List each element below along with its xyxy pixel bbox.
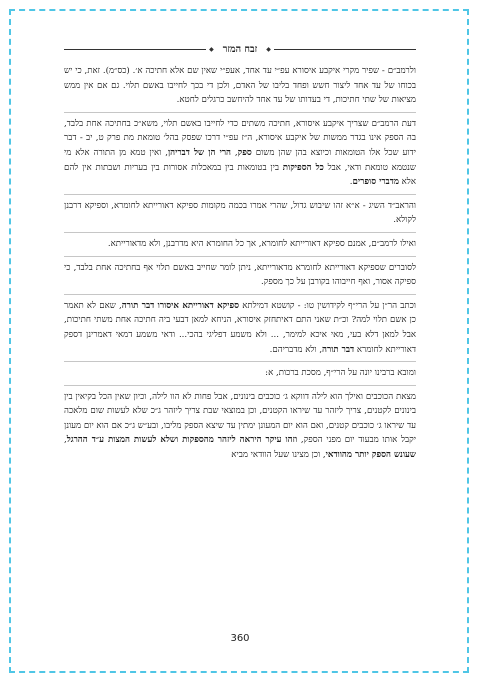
page-body xyxy=(64,64,416,629)
paragraph-8: מצאת הכוכבים ואילך הוא לילה דווקא ג׳ כוכבים בינונים, אבל פחות לא הוו לילה, וכיון שאין הכל בקיאין בין בינונים לקטנים, צריך ליזהר עד שיראו הקטנים, וכן במוצאי שבת צריך ליזהר ג״כ שלא לעשות שום מלאכה עד שיראו ג׳ כוכבים קטנים, ואם הוא יום המעונן ימתין עד שיצא הספק מליבו, ובע״ש ג״כ אם הוא יום מעונן יקבל אותו מבעוד יום מפני הספק, וזהו עיקר היראה ליזהר מהספקות ושלא לעשות המצות ע״ד ההרגל, שעונש הספק יותר מהוודאי, וכן מצינו שעל הוודאי מביא xyxy=(64,391,416,461)
paragraph-divider xyxy=(64,194,416,195)
header-rule-right xyxy=(274,49,416,50)
paragraph-divider xyxy=(64,232,416,233)
paragraph-divider xyxy=(64,361,416,362)
paragraph-1: ולרמב״ם - שפיר מקרי איקבע איסורא עפ״י עד אחד, אעפ״י שאין שם אלא חתיכה א׳. (כס״מ). זאת, כי יש בכוחו של עד אחד ליצור חשש ופחד בליבו של האדם, ולכן די בכך לחייבו באשם תלוי. גם אם אין ממש מציאות של שתי חתיכות, די בעדותו של עד אחד להיחשב כרגלים לחטא. xyxy=(64,66,416,106)
paragraph-divider xyxy=(64,112,416,113)
paragraph-divider xyxy=(64,256,416,257)
header-ornament-left: ◆ xyxy=(209,45,214,53)
paragraph-3: והראב״ד השיג - א״א זהו שיבוש גדול, שהרי אמרו בכמה מקומות ספיקא דאורייתא לחומרא, וספיקא דרבנן לקולא. xyxy=(64,200,416,226)
header-rule-left xyxy=(64,49,206,50)
page-number: 360 xyxy=(230,633,250,644)
paragraph-2: דעת הרמב״ם שצריך איקבע איסורא, חתיכה משתים כדי לחייבו באשם תלוי, משא״כ בחתיכה אחת בלבד, בה הספק אינו בגדר ממשות של איקבע איסורא, ה״ז עפ״י דרכו שפסק בהל׳ טומאת מת פרק ט, יב - דבר ידוע שכל אלו הטומאות וכיוצא בהן שהן משום ספק, הרי הן של דבריהן, ואין טמא מן התורה אלא מי שנטמא טומאת ודאי, אבל כל הספיקות בין בטומאות בין במאכלות אסורות בין בעריות ושבתות אין להם אלא מדברי סופרים. xyxy=(64,118,416,188)
running-header xyxy=(64,42,416,56)
header-title: זבח המזר xyxy=(222,43,258,55)
header-ornament-right: ◆ xyxy=(266,45,271,53)
paragraph-4: ואילו לרמב״ם, אמנם ספיקא דאורייתא לחומרא, אך כל החומרא היא מדרבנן, ולא מדאורייתא. xyxy=(107,238,416,249)
paragraph-divider xyxy=(64,294,416,295)
paragraph-7: ומובא ברבינו יונה על הרי״ף, מסכת ברכות, א: xyxy=(265,368,416,379)
paragraph-6: וכתב הר״ן על הרי״ף לקידושין טו: - קושטא דמילתא ספיקא דאורייתא איסורו דבר תורה, שאם לא תאמר כן אשם תלוי למה? וכ״ת שאני התם דאיתחזק איסורא, הניחא למאן דבעי ביה חתיכה אחת משתי חתיכות, אבל למאן דלא בעי, מאי איכא למימר, ... ולא משמע דפליגי בהכי... ודאי משמע דמאי דאמרינן דספק דאורייתא לחומרא דבר תורה, ולא מדבריהם. xyxy=(64,300,416,355)
paragraph-divider xyxy=(64,385,416,386)
paragraph-5: לסוברים שספיקא דאורייתא לחומרא מדאורייתא, ניתן לומר שחייב באשם תלוי אף בחתיכה אחת בלבד, כי ספיקה אסור, ואף חייבוהו בקורבן על כך מספק. xyxy=(64,262,416,288)
